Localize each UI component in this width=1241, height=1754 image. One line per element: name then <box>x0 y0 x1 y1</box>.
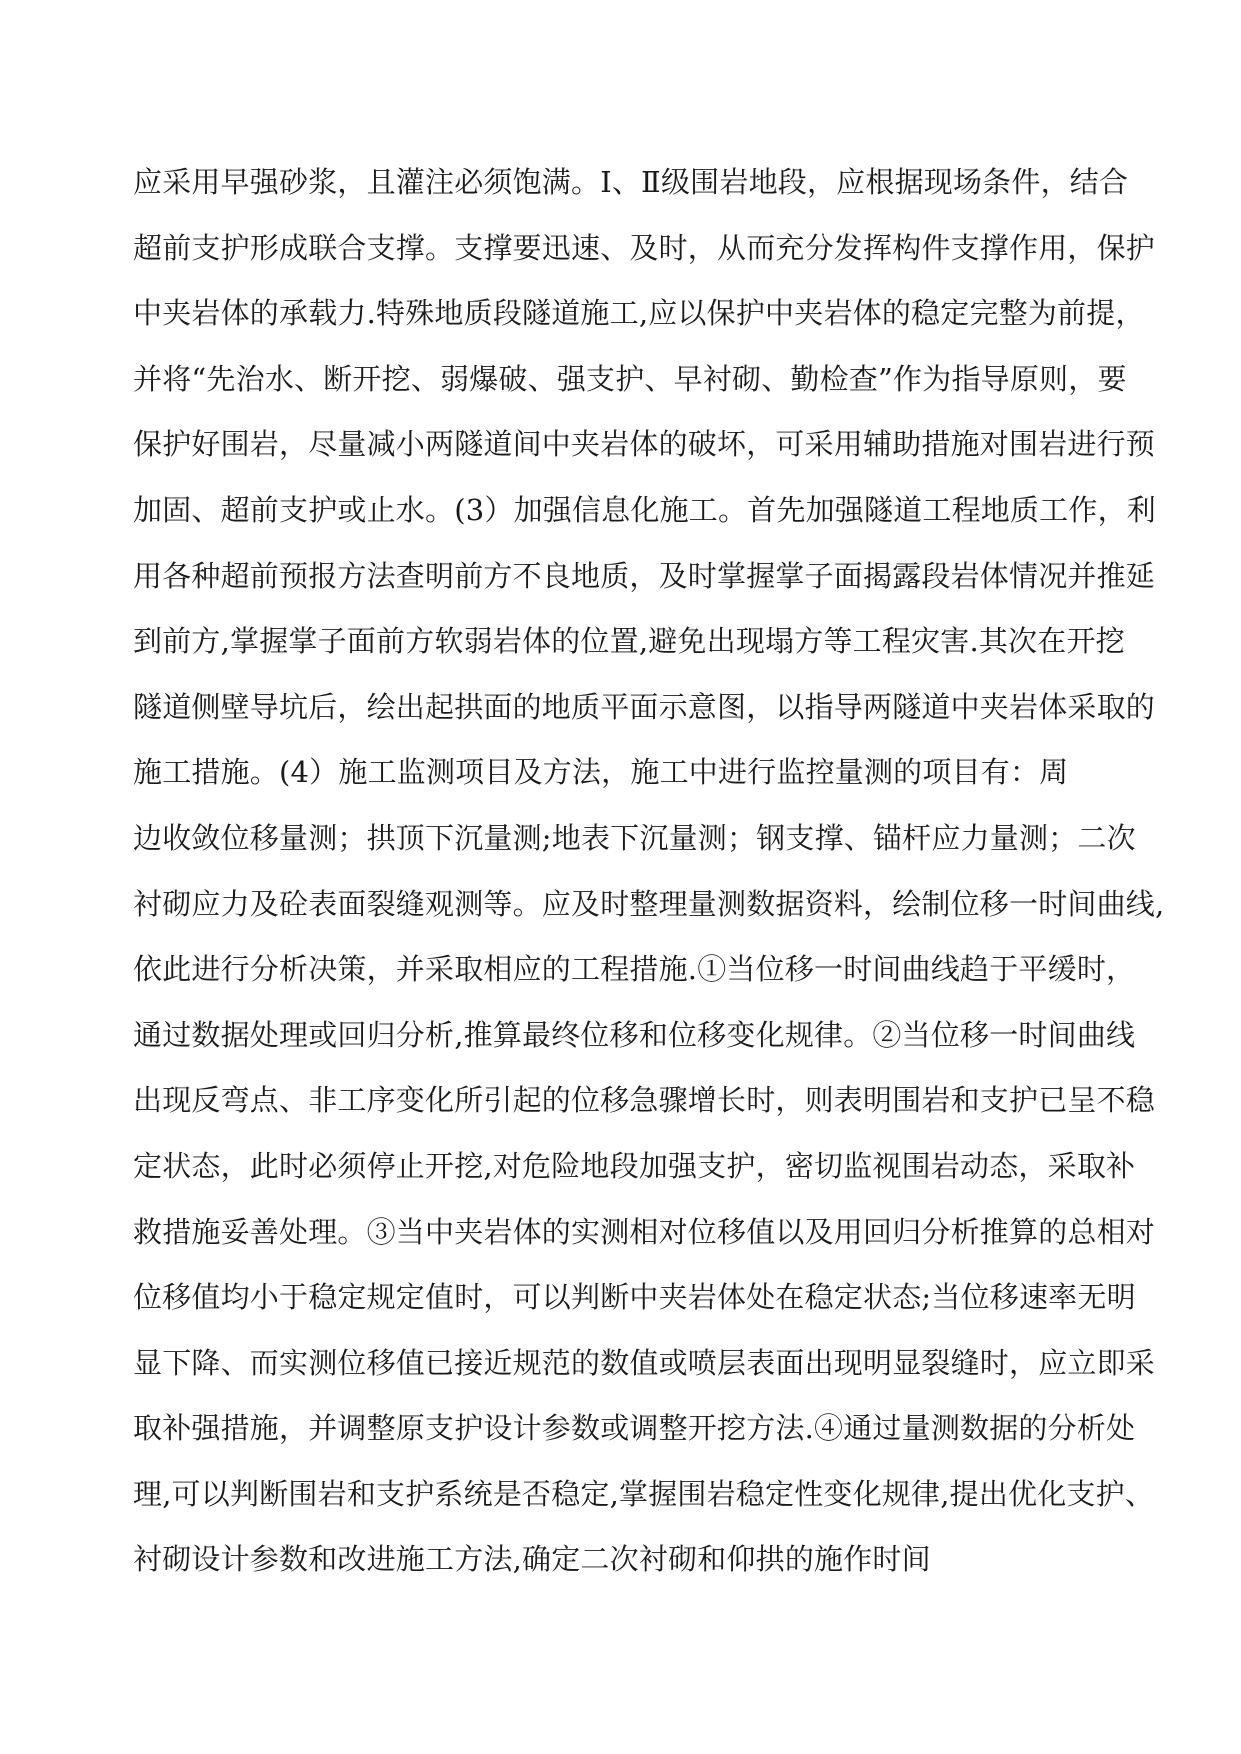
text-line: 到前方,掌握掌子面前方软弱岩体的位置,避免出现塌方等工程灾害.其次在开挖 <box>133 624 1125 659</box>
text-line: 用各种超前预报方法查明前方不良地质，及时掌握掌子面揭露段岩体情况并推延 <box>133 558 1156 593</box>
text-line: 位移值均小于稳定规定值时，可以判断中夹岩体处在稳定状态;当位移速率无明 <box>133 1280 1136 1315</box>
text-line: 显下降、而实测位移值已接近规范的数值或喷层表面出现明显裂缝时，应立即采 <box>133 1345 1156 1380</box>
text-line: 通过数据处理或回归分析,推算最终位移和位移变化规律。②当位移一时间曲线 <box>133 1017 1136 1052</box>
text-line: 并将“先治水、断开挖、弱爆破、强支护、早衬砌、勤检查”作为指导原则，要 <box>133 361 1127 396</box>
body-paragraph <box>133 156 1165 1599</box>
text-line: 衬砌设计参数和改进施工方法,确定二次衬砌和仰拱的施作时间 <box>133 1542 931 1577</box>
text-line: 应采用早强砂浆，且灌注必须饱满。Ⅰ、Ⅱ级围岩地段，应根据现场条件，结合 <box>133 165 1129 199</box>
text-line: 理,可以判断围岩和支护系统是否稳定,掌握围岩稳定性变化规律,提出优化支护、 <box>133 1476 1155 1511</box>
text-line: 救措施妥善处理。③当中夹岩体的实测相对位移值以及用回归分析推算的总相对 <box>133 1214 1156 1249</box>
text-line: 取补强措施，并调整原支护设计参数或调整开挖方法.④通过量测数据的分析处 <box>133 1411 1136 1446</box>
text-line: 保护好围岩，尽量减小两隧道间中夹岩体的破坏，可采用辅助措施对围岩进行预 <box>133 427 1156 462</box>
text-line: 依此进行分析决策，并采取相应的工程措施.①当位移一时间曲线趋于平缓时， <box>133 952 1136 987</box>
text-line: 中夹岩体的承载力.特殊地质段隧道施工,应以保护中夹岩体的稳定完整为前提， <box>133 296 1145 331</box>
text-line: 出现反弯点、非工序变化所引起的位移急骤增长时，则表明围岩和支护已呈不稳 <box>133 1083 1156 1118</box>
text-line: 边收敛位移量测；拱顶下沉量测;地表下沉量测；钢支撑、锚杆应力量测；二次 <box>133 820 1136 855</box>
text-line: 施工措施。(4）施工监测项目及方法，施工中进行监控量测的项目有：周 <box>133 755 1069 790</box>
text-line: 衬砌应力及砼表面裂缝观测等。应及时整理量测数据资料，绘制位移一时间曲线, <box>133 886 1165 921</box>
text-line: 隧道侧壁导坑后，绘出起拱面的地质平面示意图，以指导两隧道中夹岩体采取的 <box>133 689 1156 724</box>
text-line: 定状态，此时必须停止开挖,对危险地段加强支护，密切监视围岩动态，采取补 <box>133 1148 1136 1183</box>
text-line: 加固、超前支护或止水。(3）加强信息化施工。首先加强隧道工程地质工作，利 <box>133 492 1156 527</box>
text-line: 超前支护形成联合支撑。支撑要迅速、及时，从而充分发挥构件支撑作用，保护 <box>133 230 1156 265</box>
